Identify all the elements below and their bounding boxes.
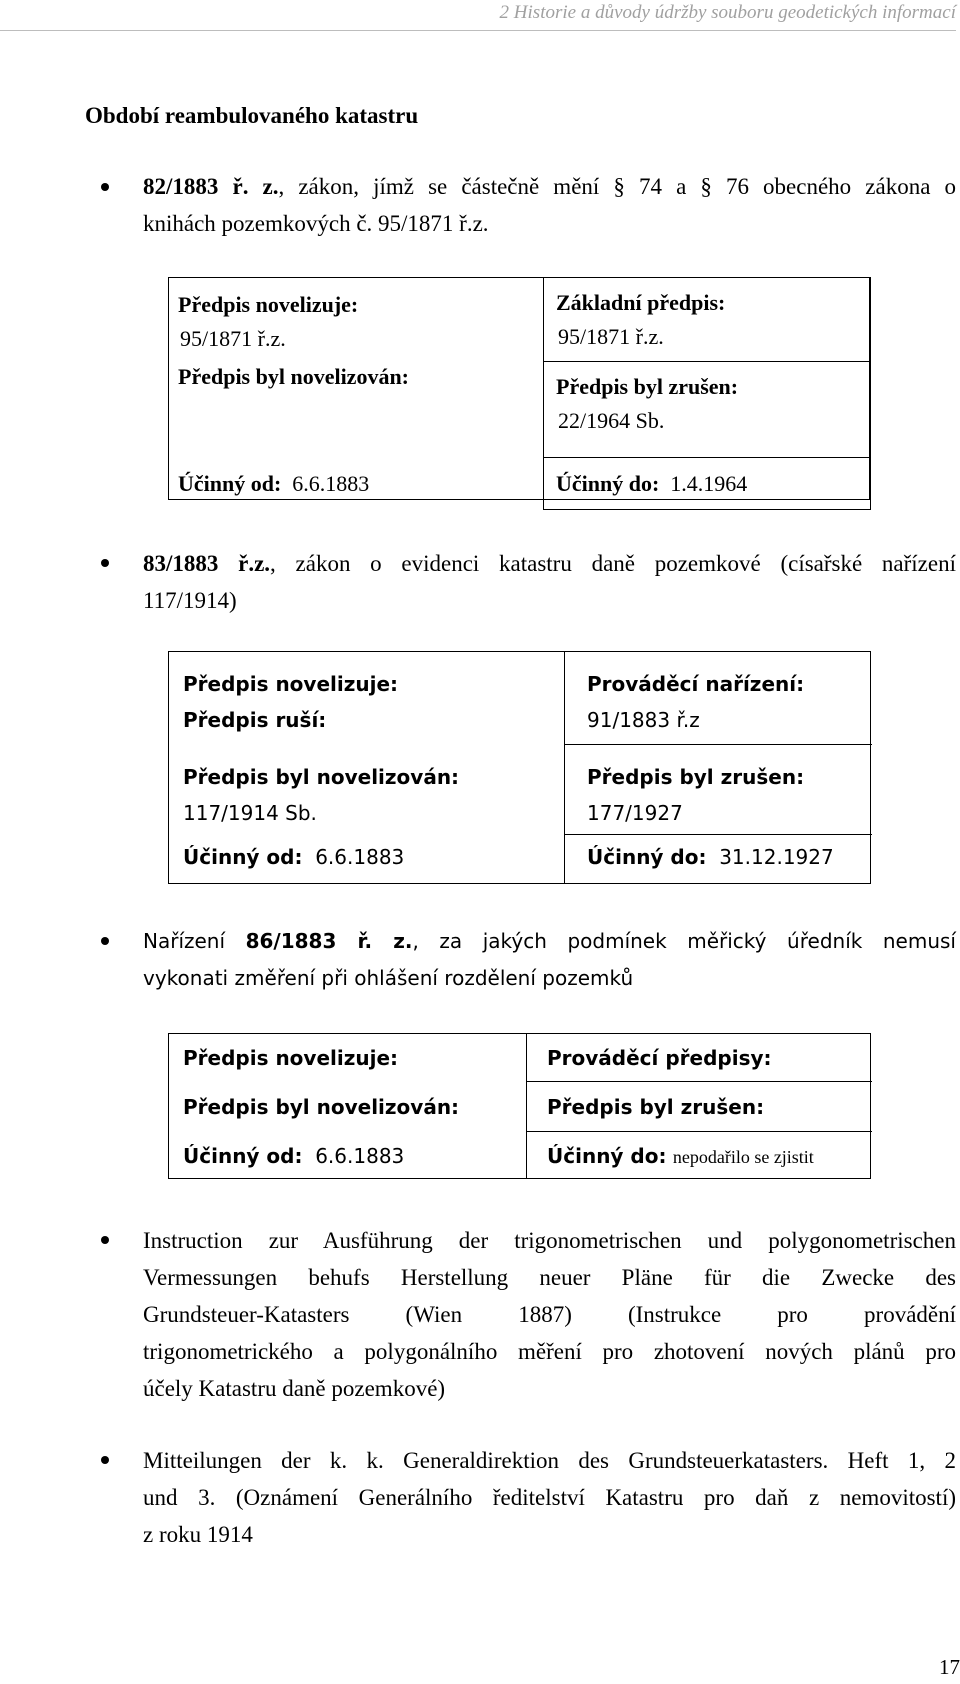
provadeci-value: 91/1883 ř.z xyxy=(587,708,700,732)
bullet xyxy=(101,183,109,191)
zrusen-label: Předpis byl zrušen: xyxy=(556,374,739,399)
text-line: trigonometrického a polygonálního měření pro zhotovení nových plánů pro xyxy=(143,1339,956,1364)
text-line: účely Katastru daně pozemkové) xyxy=(143,1376,446,1401)
law-number: 86/1883 ř. z. xyxy=(245,929,413,953)
bullet xyxy=(101,1456,109,1464)
ucinny-od-label: Účinný od: xyxy=(183,845,303,869)
law-type: Nařízení xyxy=(143,929,246,953)
item2-text xyxy=(143,545,956,619)
novelizovan-label: Předpis byl novelizován: xyxy=(183,765,460,789)
novelizuje-label: Předpis novelizuje: xyxy=(183,672,399,696)
text-line: z roku 1914 xyxy=(143,1522,253,1547)
ucinny-od-label: Účinný od: xyxy=(183,1144,303,1168)
provadeci-label: Prováděcí předpisy: xyxy=(547,1046,772,1070)
item2-regulation-table xyxy=(168,651,871,884)
zrusen-value: 22/1964 Sb. xyxy=(558,408,665,433)
law-description-cont: 117/1914) xyxy=(143,588,237,613)
ucinny-do-label: Účinný do: xyxy=(556,470,660,496)
ucinny-do-value: 1.4.1964 xyxy=(670,470,748,496)
zrusen-value: 177/1927 xyxy=(587,801,683,825)
zakladni-value: 95/1871 ř.z. xyxy=(558,324,664,349)
text-line: und 3. (Oznámení Generálního ředitelství Katastru pro daň z nemovitostí) xyxy=(143,1485,956,1510)
law-description: , za jakých podmínek měřický úředník nemusí xyxy=(412,929,956,953)
item3-regulation-table xyxy=(168,1033,871,1179)
law-number: 83/1883 ř.z. xyxy=(143,551,271,576)
novelizuje-label: Předpis novelizuje: xyxy=(178,291,359,317)
novelizovan-label: Předpis byl novelizován: xyxy=(183,1095,460,1119)
law-number: 82/1883 ř. z. xyxy=(143,174,279,199)
law-description-cont: vykonati změření při ohlášení rozdělení pozemků xyxy=(143,966,634,990)
ucinny-od-label: Účinný od: xyxy=(178,470,282,496)
item1-regulation-table xyxy=(168,277,871,510)
ucinny-do-value: 31.12.1927 xyxy=(719,845,834,869)
provadeci-label: Prováděcí nařízení: xyxy=(587,672,805,696)
ucinny-do-label: Účinný do: xyxy=(547,1144,667,1168)
item5-text xyxy=(143,1442,956,1553)
ucinny-do-value: nepodařilo se zjistit xyxy=(672,1147,814,1167)
text-line: Vermessungen behufs Herstellung neuer Pläne für die Zwecke des xyxy=(143,1265,956,1290)
ucinny-od-value: 6.6.1883 xyxy=(315,845,405,869)
novelizovan-label: Předpis byl novelizován: xyxy=(178,363,410,389)
item4-text xyxy=(143,1222,956,1407)
text-line: Instruction zur Ausführung der trigonometrischen und polygonometrischen xyxy=(143,1228,956,1253)
text-line: Mitteilungen der k. k. Generaldirektion des Grundsteuerkatasters. Heft 1, 2 xyxy=(143,1448,956,1473)
page-number: 17 xyxy=(939,1655,960,1679)
law-description: , zákon, jímž se částečně mění § 74 a § 76 obecného zákona o xyxy=(278,174,956,199)
novelizuje-value: 95/1871 ř.z. xyxy=(180,325,286,351)
rusi-label: Předpis ruší: xyxy=(183,708,327,732)
zrusen-label: Předpis byl zrušen: xyxy=(587,765,805,789)
bullet xyxy=(101,1236,109,1244)
section-title: Období reambulovaného katastru xyxy=(85,103,419,128)
novelizuje-label: Předpis novelizuje: xyxy=(183,1046,399,1070)
zakladni-label: Základní předpis: xyxy=(556,290,726,315)
bullet xyxy=(101,937,109,945)
law-description: , zákon o evidenci katastru daně pozemkové (císařské nařízení xyxy=(270,551,956,576)
item3-text xyxy=(143,923,956,997)
novelizovan-value: 117/1914 Sb. xyxy=(183,801,317,825)
ucinny-do-label: Účinný do: xyxy=(587,845,707,869)
ucinny-od-value: 6.6.1883 xyxy=(315,1144,405,1168)
text-line: Grundsteuer-Katasters (Wien 1887) (Instrukce pro provádění xyxy=(143,1302,956,1327)
law-description-cont: knihách pozemkových č. 95/1871 ř.z. xyxy=(143,211,489,236)
zrusen-label: Předpis byl zrušen: xyxy=(547,1095,765,1119)
ucinny-od-value: 6.6.1883 xyxy=(292,470,370,496)
running-header: 2 Historie a důvody údržby souboru geodetických informací xyxy=(0,0,956,31)
bullet xyxy=(101,559,109,567)
item1-text xyxy=(143,168,956,242)
